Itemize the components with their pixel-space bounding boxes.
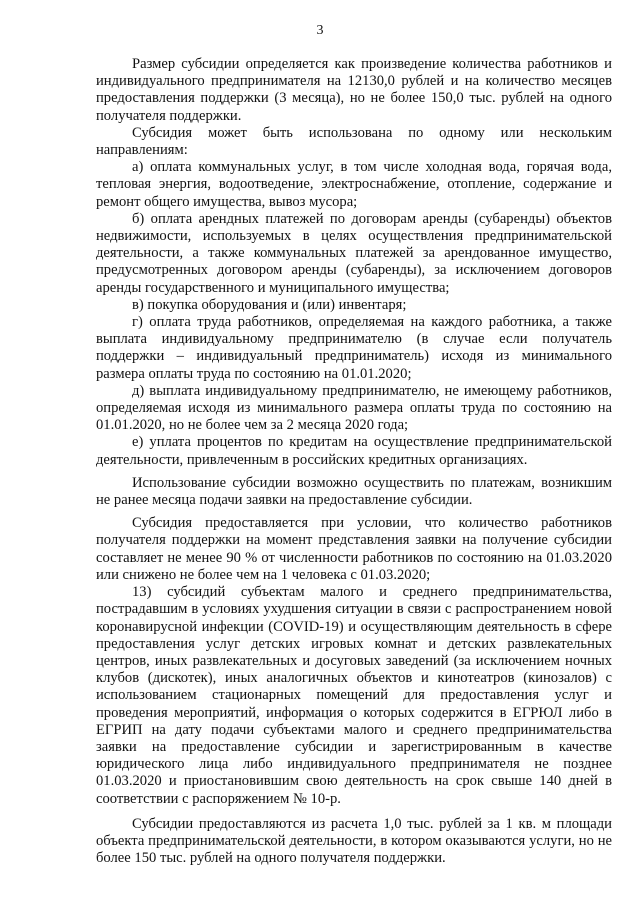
page-number: 3 [316, 23, 324, 38]
list-item-e: е) уплата процентов по кредитам на осуществление предпринимательской деятельности, привлеченным в российских кредитных организациях. [96, 434, 612, 468]
list-item-b: б) оплата арендных платежей по договорам аренды (субаренды) объектов недвижимости, используемых в целях осуществления предпринимательской деятельности, а также коммунальных платежей за арендованное имущество, предусмотренных договором аренды (субаренды), за исключением договоров аренды государственного и муниципального имущества; [96, 210, 612, 296]
paragraph-payments: Использование субсидии возможно осуществить по платежам, возникшим не ранее месяца подачи заявки на предоставление субсидии. [96, 474, 612, 509]
paragraph-condition: Субсидия предоставляется при условии, что количество работников получателя поддержки на момент представления заявки на получение субсидии составляет не менее 90 % от численности работников по состоянию на 01.03.2020 или снижено не более чем на 1 человека с 01.03.2020; [96, 515, 612, 583]
paragraph-calculation: Субсидии предоставляются из расчета 1,0 тыс. рублей за 1 кв. м площади объекта предпринимательской деятельности, в котором оказываются услуги, но не более 150 тыс. рублей на одного получателя поддержки. [96, 815, 612, 867]
list-item-d: д) выплата индивидуальному предпринимателю, не имеющему работников, определяемая исходя из минимального размера оплаты труда по состоянию на 01.01.2020, но не более чем за 2 месяца 2020 года; [96, 382, 612, 434]
paragraph-subsidy-directions: Субсидия может быть использована по одному или нескольким направлениям: [96, 124, 612, 159]
paragraph-item-13: 13) субсидий субъектам малого и среднего предпринимательства, пострадавшим в условиях ухудшения ситуации в связи с распространением новой коронавирусной инфекции (COVID-19) и осуществляющим деятельность в сфере предоставления услуг детских игровых комнат и детских развлекательных центров, иных развлекательных и досуговых заведений (за исключением ночных клубов (дискотек), иных аналогичных объектов и кинотеатров (кинозалов) с использованием стационарных помещений для предоставления услуг и проведения мероприятий, информация о которых содержится в ЕГРЮЛ либо в ЕГРИП на дату подачи субъектами малого и среднего предпринимательства заявки на предоставление субсидии и зарегистрированным в качестве юридического лица либо индивидуального предпринимателя не позднее 01.03.2020 и приостановившим свою деятельность на срок свыше 140 дней в соответствии с распоряжением № 10-р. [96, 584, 612, 807]
document-body [96, 56, 612, 867]
list-item-v: в) покупка оборудования и (или) инвентаря; [132, 296, 407, 313]
list-item-g: г) оплата труда работников, определяемая на каждого работника, а также выплата индивидуальному предпринимателю (в случае если получатель поддержки – индивидуальный предприниматель) исходя из минимального размера оплаты труда по состоянию на 01.01.2020; [96, 314, 612, 382]
list-item-a: а) оплата коммунальных услуг, в том числе холодная вода, горячая вода, тепловая энергия, водоотведение, электроснабжение, отопление, содержание и ремонт общего имущества, вывоз мусора; [96, 159, 612, 210]
paragraph-subsidy-size: Размер субсидии определяется как произведение количества работников и индивидуального предпринимателя на 12130,0 рублей и на количество месяцев предоставления поддержки (3 месяца), но не более 150,0 тыс. рублей на одного получателя поддержки. [96, 56, 612, 124]
